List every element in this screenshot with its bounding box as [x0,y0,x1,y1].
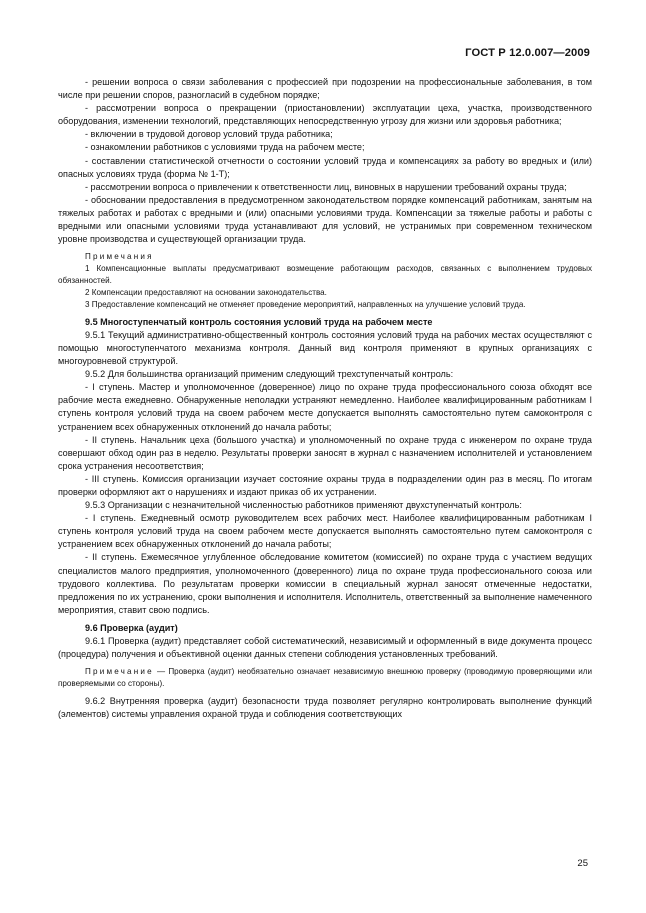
list-item: - решении вопроса о связи заболевания с профессией при подозрении на профессиональные заболевания, в том числе при решении споров, разногласий в судебном порядке; [58,77,592,101]
list-item: - обосновании предоставления в предусмотренном законодательством порядке компенсаций работникам, занятым на тяжелых работах и работах с вредными и (или) опасными условиями труда. Компенсации за тяжелые работы и работы с вредными или опасными условиями труда устанавливают для условий, не устранимых при современном техническом уровне производства и существующей организации труда. [58,194,592,245]
note-text: — Проверка (аудит) необязательно означает независимую внешнюю проверку (проводимую проверяющими или проверяемыми со стороны). [58,667,592,689]
list-item: - составлении статистической отчетности о состоянии условий труда и компенсациях за работу во вредных и (или) опасных условиях труда (форма № 1-Т); [58,155,592,179]
list-item: - включении в трудовой договор условий труда работника; [85,129,333,140]
note-label: Примечание [85,667,154,677]
page-number: 25 [577,858,588,869]
list-item: - рассмотрении вопроса о привлечении к ответственности лиц, виновных в нарушении требований охраны труда; [85,181,567,192]
paragraph: 9.6.1 Проверка (аудит) представляет собой систематический, независимый и оформленный в виде документа процесс (процедура) получения и объективной оценки данных степени соблюдения установленных требований. [58,636,592,660]
list-item: - ознакомлении работников с условиями труда на рабочем месте; [85,142,365,153]
list-item: - рассмотрении вопроса о прекращении (приостановлении) эксплуатации цеха, участка, производственного оборудования, изменении технологий, представляющих непосредственную угрозу для жизни или здоровья работника; [58,103,592,127]
paragraph: 9.5.2 Для большинства организаций применим следующий трехступенчатый контроль: [85,369,454,380]
notes-title: Примечания [85,252,154,262]
document-code: ГОСТ Р 12.0.007—2009 [465,47,590,59]
paragraph: - I ступень. Мастер и уполномоченное (доверенное) лицо по охране труда профессионального союза обходят все рабочие места ежедневно. Обнаруженные неполадки устраняют немедленно. Наиболее квалифицированным работникам I ступень контроля условий труда на своем рабочем месте допускается выполнять самостоятельно путем самоконтроля с устранением всех обнаруженных отклонений до начала работы; [58,382,592,432]
note-item: 1 Компенсационные выплаты предусматривают возмещение работающим расходов, связанных с выполнением трудовых обязанностей. [58,264,592,286]
paragraph: - I ступень. Ежедневный осмотр руководителем всех рабочих мест. Наиболее квалифицированным работникам I ступень контроля условий труда на своем рабочем месте допускается выполнять самостоятельно путем самоконтроля с устранением всех обнаруженных отклонений до начала работы; [58,513,592,550]
paragraph: - III ступень. Комиссия организации изучает состояние охраны труда в подразделении один раз в месяц. По итогам проверки оформляют акт о нарушениях и издают приказ об их устранении. [58,473,592,497]
note-item: 3 Предоставление компенсаций не отменяет проведение мероприятий, направленных на улучшение условий труда. [85,299,526,309]
page-content [58,76,592,721]
paragraph: 9.5.3 Организации с незначительной численностью работников применяют двухступенчатый контроль: [85,500,522,511]
section-heading-9-6: 9.6 Проверка (аудит) [85,622,178,633]
paragraph: 9.5.1 Текущий административно-общественный контроль состояния условий труда на рабочих местах осуществляют с помощью многоступенчатого механизма контроля. Данный вид контроля применяют в крупных организациях с многоуровневой структурой. [58,329,592,367]
paragraph: - II ступень. Начальник цеха (большого участка) и уполномоченный по охране труда с инженером по охране труда совершают обход один раз в неделю. Результаты проверки заносят в журнал с назначением исполнителей и установлением срока устранения несоответствия; [58,434,592,471]
paragraph: 9.6.2 Внутренняя проверка (аудит) безопасности труда позволяет регулярно контролировать выполнение функций (элементов) системы управления охраной труда и соблюдения соответствующих [58,696,592,720]
note-item: 2 Компенсации предоставляют на основании законодательства. [85,287,327,297]
paragraph: - II ступень. Ежемесячное углубленное обследование комитетом (комиссией) по охране труда с участием ведущих специалистов малого предприятия, уполномоченного (доверенного) лица по охране труда профессионального союза или трудового коллектива. По результатам проверки комиссии в специальный журнал заносят отмеченные недостатки, предложения по их устранению, сроки выполнения и исполнителя. Исполнитель, ответственный за выполнение намеченного мероприятия, ставит свою подпись. [58,552,592,615]
section-heading-9-5: 9.5 Многоступенчатый контроль состояния условий труда на рабочем месте [85,316,433,327]
inline-note [58,666,592,690]
